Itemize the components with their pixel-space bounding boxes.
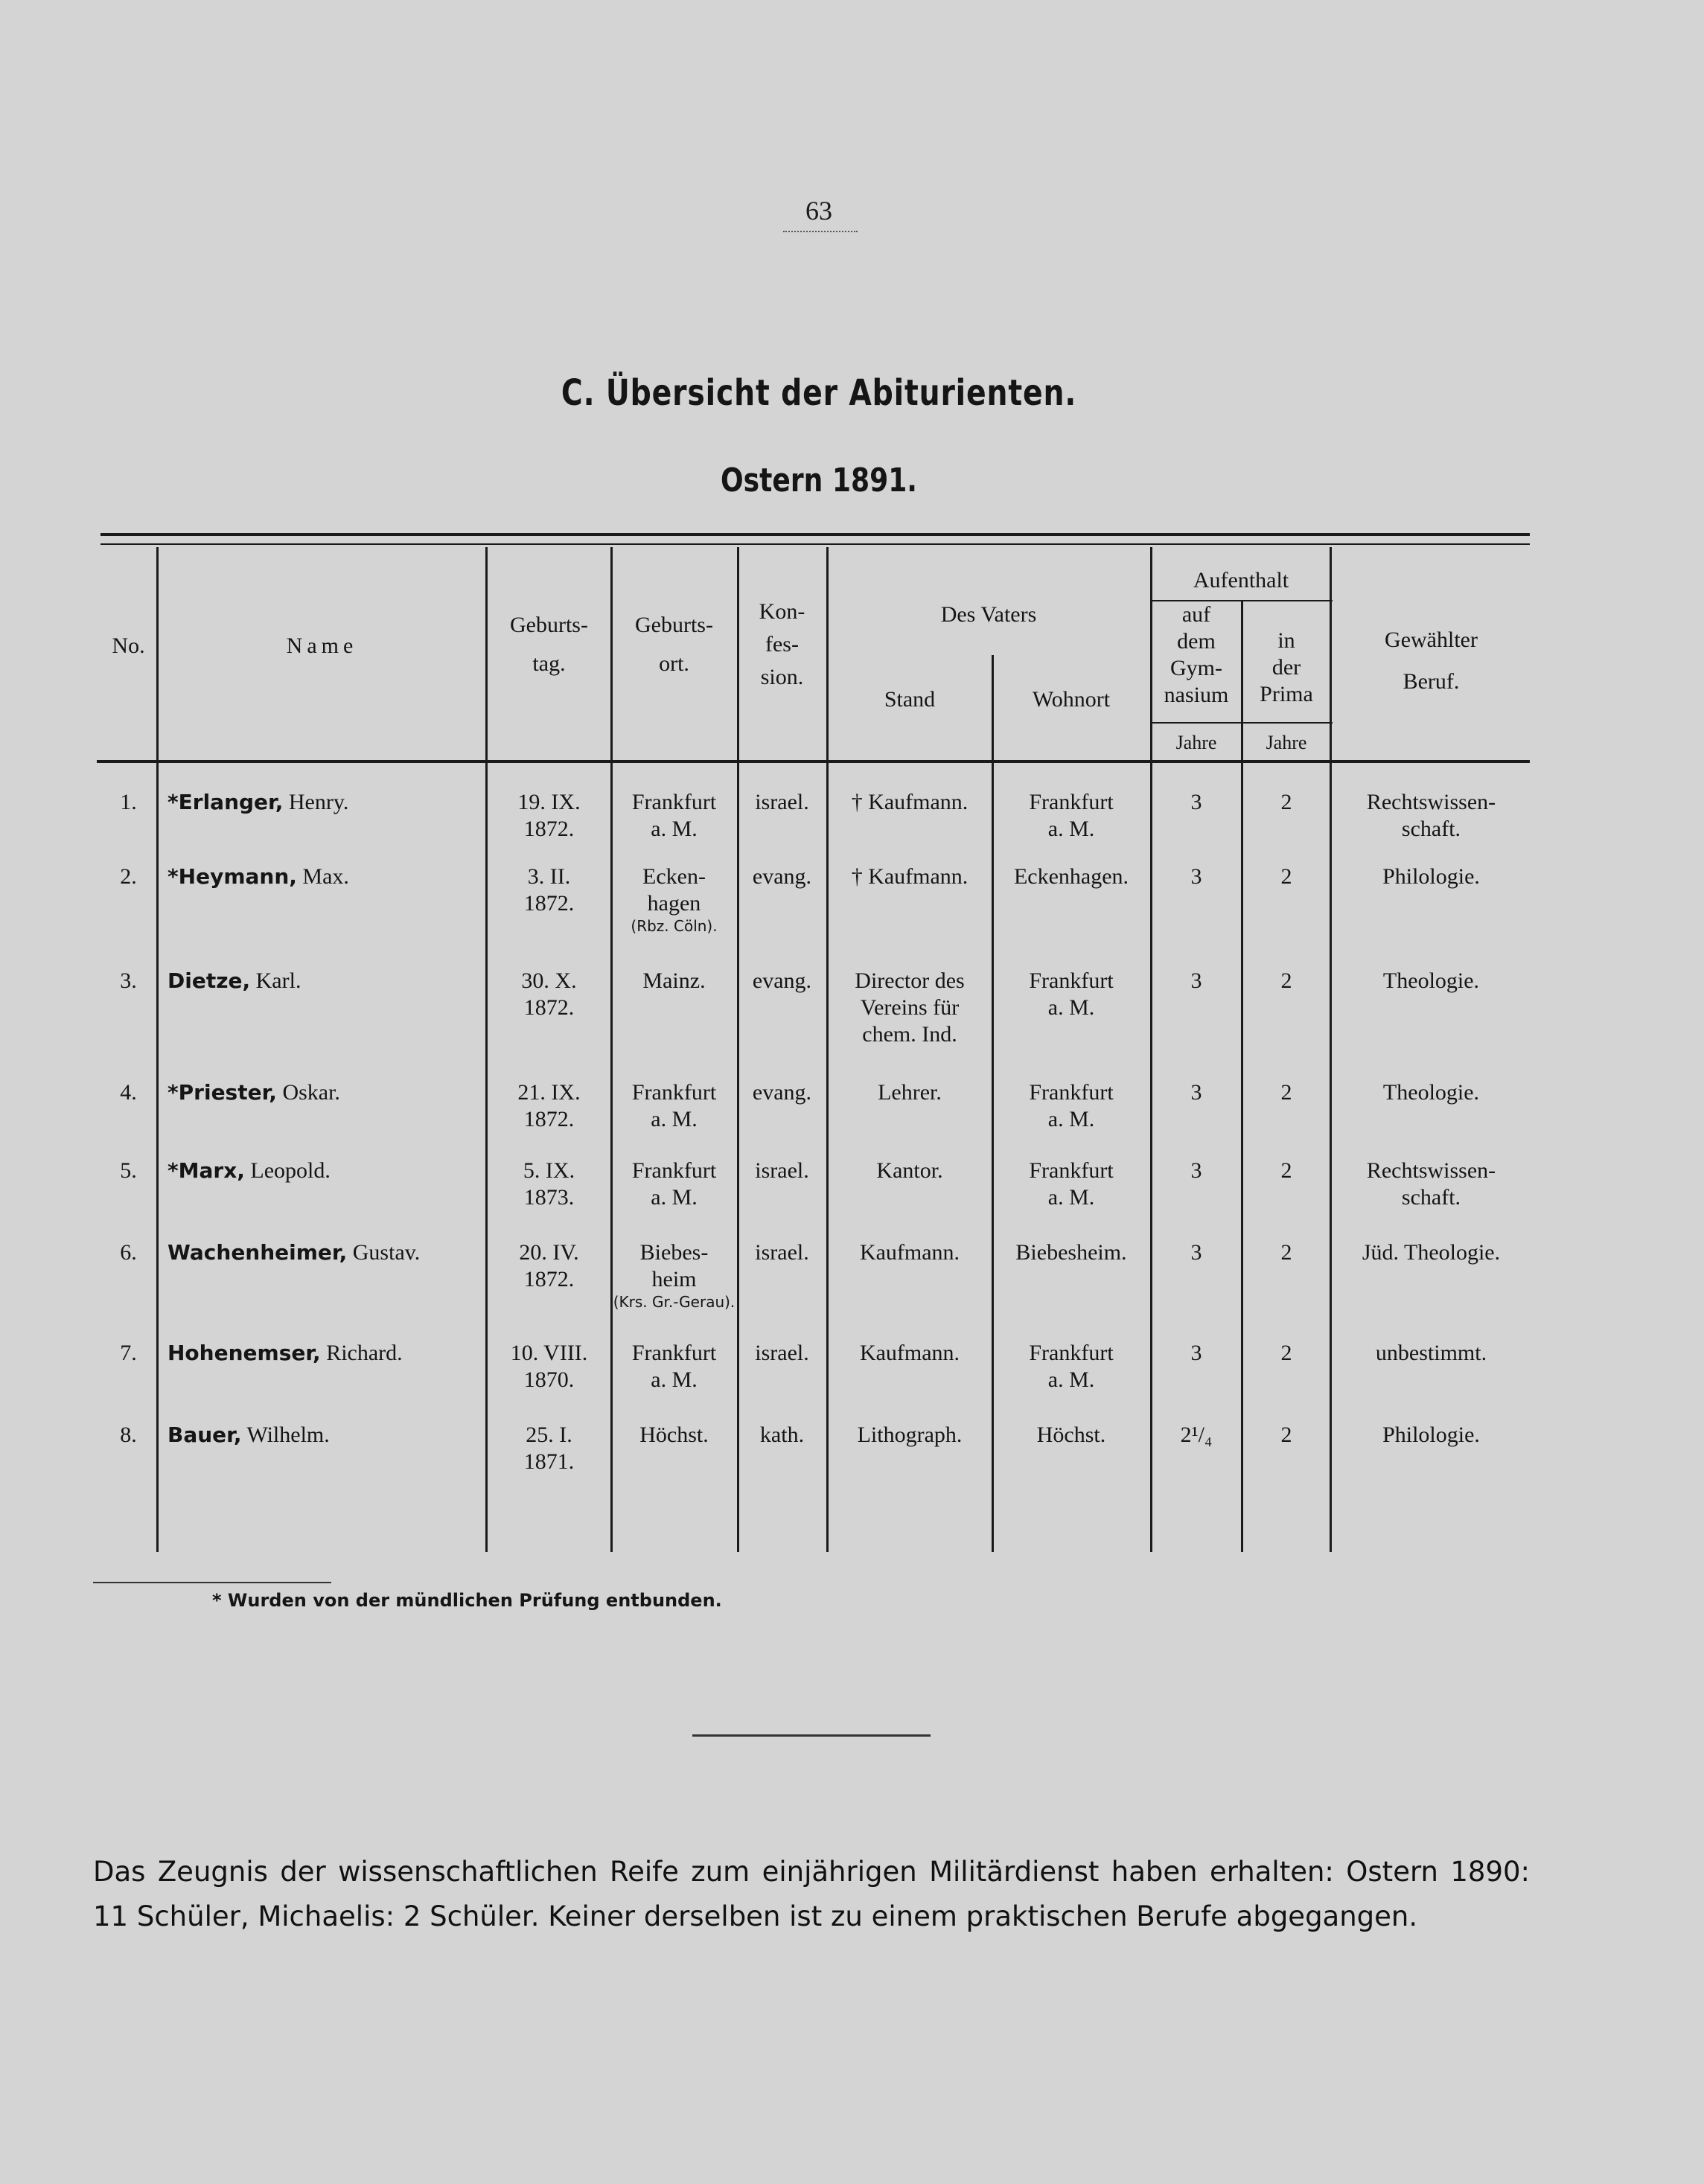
cell-line: Frankfurt bbox=[1029, 1341, 1114, 1365]
cell-line: † Kaufmann. bbox=[851, 790, 969, 814]
cell-line: Vereins für bbox=[860, 995, 960, 1020]
surname: *Erlanger, bbox=[167, 790, 284, 814]
row-number: 5. bbox=[120, 1158, 137, 1183]
row-years-prima: 2 bbox=[1280, 1341, 1292, 1365]
surname: *Heymann, bbox=[167, 864, 297, 889]
row-profession bbox=[1333, 1239, 1530, 1266]
row-birthplace bbox=[613, 1422, 735, 1449]
row-birthdate bbox=[488, 968, 610, 1021]
cell-line: Philologie. bbox=[1382, 864, 1480, 889]
row-birthdate bbox=[488, 863, 610, 917]
cell-line: Philologie. bbox=[1382, 1423, 1480, 1447]
row-birthdate bbox=[488, 1239, 610, 1293]
header-konfession: Kon- fes- sion. bbox=[759, 599, 805, 689]
col-divider-place bbox=[737, 547, 739, 1552]
cell-line: a. M. bbox=[1047, 817, 1095, 841]
cell-line: Kaufmann. bbox=[859, 1341, 960, 1365]
cell-line: Frankfurt bbox=[1029, 1158, 1114, 1183]
page-number: 63 bbox=[805, 196, 832, 226]
cell-line: Eckenhagen. bbox=[1013, 864, 1129, 889]
first-name: Oskar. bbox=[282, 1080, 340, 1105]
cell-line: Frankfurt bbox=[631, 790, 717, 814]
row-birthdate bbox=[488, 1422, 610, 1475]
row-name bbox=[167, 968, 484, 994]
header-prima: in der Prima bbox=[1260, 628, 1313, 706]
header-wohnort: Wohnort bbox=[1032, 687, 1111, 712]
surname: *Marx, bbox=[167, 1158, 245, 1183]
closing-paragraph: Das Zeugnis der wissenschaftlichen Reife zum einjährigen Militärdienst haben erhalten: Ostern 1890: 11 Schüler, Michaelis: 2 Schüler. Keiner derselben ist zu einem praktischen Berufe abgegangen. bbox=[93, 1856, 1530, 1932]
row-name bbox=[167, 863, 484, 890]
header-no: No. bbox=[112, 633, 145, 658]
table-top-rule bbox=[100, 533, 1530, 536]
cell-line: 3. II. bbox=[527, 864, 571, 889]
cell-line: Frankfurt bbox=[631, 1080, 717, 1105]
cell-line: Director des bbox=[855, 968, 965, 993]
row-name bbox=[167, 1079, 484, 1106]
row-years-gymnasium: 3 bbox=[1190, 968, 1202, 993]
row-konfession: kath. bbox=[759, 1423, 805, 1447]
cell-line: schaft. bbox=[1401, 1185, 1461, 1210]
row-father-wohnort bbox=[994, 1239, 1149, 1266]
row-years-prima: 2 bbox=[1280, 790, 1292, 814]
cell-line: Rechtswissen- bbox=[1366, 790, 1496, 814]
cell-line: 20. IV. bbox=[519, 1240, 579, 1265]
row-father-wohnort bbox=[994, 968, 1149, 1021]
row-father-wohnort bbox=[994, 789, 1149, 843]
cell-line: Mainz. bbox=[642, 968, 706, 993]
cell-line: 1872. bbox=[523, 1107, 575, 1131]
cell-line: Biebes- bbox=[639, 1240, 709, 1265]
row-birthdate bbox=[488, 1079, 610, 1133]
col-divider-no bbox=[156, 547, 159, 1552]
cell-line: 1872. bbox=[523, 995, 575, 1020]
cell-line: 19. IX. bbox=[517, 790, 581, 814]
row-birthdate bbox=[488, 789, 610, 843]
row-number: 7. bbox=[120, 1341, 137, 1365]
cell-line: † Kaufmann. bbox=[851, 864, 969, 889]
row-number: 2. bbox=[120, 864, 137, 889]
cell-line: a. M. bbox=[651, 1185, 698, 1210]
cell-line: Höchst. bbox=[639, 1423, 709, 1447]
surname: Wachenheimer, bbox=[167, 1240, 348, 1265]
row-years-gymnasium: 3 bbox=[1190, 1341, 1202, 1365]
birthplace-note: (Rbz. Cöln). bbox=[631, 917, 718, 935]
page-number-ornament bbox=[783, 231, 858, 232]
row-father-wohnort bbox=[994, 1158, 1149, 1211]
header-beruf: Gewählter Beruf. bbox=[1385, 628, 1478, 694]
header-geburtstag: Geburts- tag. bbox=[510, 613, 588, 676]
header-aufenthalt: Aufenthalt bbox=[1193, 568, 1289, 593]
row-birthdate bbox=[488, 1158, 610, 1211]
cell-line: schaft. bbox=[1401, 817, 1461, 841]
header-name: Name bbox=[286, 633, 358, 658]
row-years-gymnasium: 2¹/₄ bbox=[1180, 1423, 1213, 1447]
row-years-gymnasium: 3 bbox=[1190, 1240, 1202, 1265]
row-years-prima: 2 bbox=[1280, 1240, 1292, 1265]
row-birthplace bbox=[613, 968, 735, 994]
cell-line: 1872. bbox=[523, 817, 575, 841]
first-name: Leopold. bbox=[250, 1158, 331, 1183]
row-birthplace bbox=[613, 1158, 735, 1211]
row-birthplace bbox=[613, 863, 735, 935]
cell-line: a. M. bbox=[651, 1367, 698, 1392]
row-konfession: evang. bbox=[752, 968, 812, 993]
cell-line: Frankfurt bbox=[631, 1341, 717, 1365]
row-konfession: evang. bbox=[752, 864, 812, 889]
row-father-stand bbox=[829, 1239, 991, 1266]
first-name: Wilhelm. bbox=[246, 1423, 330, 1447]
cell-line: a. M. bbox=[1047, 1185, 1095, 1210]
cell-line: Höchst. bbox=[1036, 1423, 1106, 1447]
row-profession bbox=[1333, 1340, 1530, 1367]
header-jahre-prima: Jahre bbox=[1266, 732, 1307, 753]
cell-line: a. M. bbox=[1047, 1367, 1095, 1392]
row-name bbox=[167, 1158, 484, 1184]
row-years-prima: 2 bbox=[1280, 1158, 1292, 1183]
row-profession bbox=[1333, 863, 1530, 890]
cell-line: hagen bbox=[647, 891, 701, 916]
row-years-prima: 2 bbox=[1280, 968, 1292, 993]
row-years-prima: 2 bbox=[1280, 864, 1292, 889]
cell-line: 1872. bbox=[523, 891, 575, 916]
section-title: C. Übersicht der Abiturienten. bbox=[561, 372, 1077, 414]
first-name: Max. bbox=[302, 864, 349, 889]
first-name: Karl. bbox=[255, 968, 301, 993]
cell-line: 30. X. bbox=[521, 968, 577, 993]
row-profession bbox=[1333, 1422, 1530, 1449]
first-name: Henry. bbox=[288, 790, 349, 814]
row-years-gymnasium: 3 bbox=[1190, 1158, 1202, 1183]
cell-line: Rechtswissen- bbox=[1366, 1158, 1496, 1183]
row-number: 1. bbox=[120, 790, 137, 814]
col-divider-name bbox=[485, 547, 488, 1552]
cell-line: Theologie. bbox=[1382, 968, 1480, 993]
row-birthplace bbox=[613, 1079, 735, 1133]
surname: *Priester, bbox=[167, 1080, 277, 1105]
row-profession bbox=[1333, 968, 1530, 994]
first-name: Gustav. bbox=[352, 1240, 421, 1265]
cell-line: 10. VIII. bbox=[510, 1341, 588, 1365]
cell-line: a. M. bbox=[1047, 995, 1095, 1020]
cell-line: Theologie. bbox=[1382, 1080, 1480, 1105]
cell-line: Frankfurt bbox=[1029, 790, 1114, 814]
cell-line: 1870. bbox=[523, 1367, 575, 1392]
row-number: 8. bbox=[120, 1423, 137, 1447]
row-konfession: evang. bbox=[752, 1080, 812, 1105]
row-father-wohnort bbox=[994, 1422, 1149, 1449]
row-years-prima: 2 bbox=[1280, 1423, 1292, 1447]
row-name bbox=[167, 1239, 484, 1266]
row-konfession: israel. bbox=[755, 790, 809, 814]
row-father-stand bbox=[829, 1079, 991, 1106]
row-birthplace bbox=[613, 789, 735, 843]
row-profession bbox=[1333, 1079, 1530, 1106]
row-name bbox=[167, 1340, 484, 1367]
surname: Bauer, bbox=[167, 1423, 242, 1447]
header-jahre-gym: Jahre bbox=[1175, 732, 1217, 753]
row-konfession: israel. bbox=[755, 1341, 809, 1365]
cell-line: 1872. bbox=[523, 1267, 575, 1291]
row-father-stand bbox=[829, 1422, 991, 1449]
col-divider-prima bbox=[1330, 547, 1332, 1552]
row-number: 6. bbox=[120, 1240, 137, 1265]
section-subtitle: Ostern 1891. bbox=[720, 462, 918, 499]
row-name bbox=[167, 1422, 484, 1449]
row-father-wohnort bbox=[994, 863, 1149, 890]
cell-line: 1871. bbox=[523, 1449, 575, 1474]
col-divider-date bbox=[610, 547, 613, 1552]
row-father-stand bbox=[829, 1158, 991, 1184]
row-name bbox=[167, 789, 484, 816]
surname: Hohenemser, bbox=[167, 1341, 321, 1365]
row-number: 4. bbox=[120, 1080, 137, 1105]
row-birthplace bbox=[613, 1340, 735, 1393]
cell-line: 1873. bbox=[523, 1185, 575, 1210]
cell-line: Jüd. Theologie. bbox=[1362, 1240, 1501, 1265]
section-separator bbox=[692, 1734, 931, 1737]
header-bottom-rule bbox=[97, 760, 1530, 763]
header-geburtsort: Geburts- ort. bbox=[635, 613, 713, 676]
row-years-gymnasium: 3 bbox=[1190, 864, 1202, 889]
row-father-stand bbox=[829, 863, 991, 890]
row-father-wohnort bbox=[994, 1079, 1149, 1133]
cell-line: Ecken- bbox=[642, 864, 706, 889]
row-years-gymnasium: 3 bbox=[1190, 790, 1202, 814]
row-years-prima: 2 bbox=[1280, 1080, 1292, 1105]
cell-line: chem. Ind. bbox=[862, 1022, 957, 1047]
cell-line: heim bbox=[651, 1267, 697, 1291]
row-years-gymnasium: 3 bbox=[1190, 1080, 1202, 1105]
cell-line: 5. IX. bbox=[523, 1158, 575, 1183]
cell-line: Frankfurt bbox=[1029, 1080, 1114, 1105]
cell-line: a. M. bbox=[651, 1107, 698, 1131]
row-konfession: israel. bbox=[755, 1240, 809, 1265]
table-top-rule-2 bbox=[100, 543, 1530, 545]
surname: Dietze, bbox=[167, 968, 251, 993]
row-profession bbox=[1333, 789, 1530, 843]
cell-line: unbestimmt. bbox=[1375, 1341, 1487, 1365]
cell-line: 21. IX. bbox=[517, 1080, 581, 1105]
cell-line: 25. I. bbox=[526, 1423, 572, 1447]
row-father-wohnort bbox=[994, 1340, 1149, 1393]
row-birthplace bbox=[613, 1239, 735, 1311]
first-name: Richard. bbox=[326, 1341, 403, 1365]
cell-line: Lithograph. bbox=[857, 1423, 963, 1447]
row-birthdate bbox=[488, 1340, 610, 1393]
cell-line: Biebesheim. bbox=[1015, 1240, 1127, 1265]
cell-line: Frankfurt bbox=[1029, 968, 1114, 993]
cell-line: Kaufmann. bbox=[859, 1240, 960, 1265]
cell-line: Frankfurt bbox=[631, 1158, 717, 1183]
birthplace-note: (Krs. Gr.-Gerau). bbox=[613, 1293, 735, 1311]
row-father-stand bbox=[829, 1340, 991, 1367]
header-stand: Stand bbox=[884, 687, 936, 712]
row-konfession: israel. bbox=[755, 1158, 809, 1183]
cell-line: Kantor. bbox=[876, 1158, 943, 1183]
row-father-stand bbox=[829, 789, 991, 816]
cell-line: a. M. bbox=[651, 817, 698, 841]
header-des-vaters: Des Vaters bbox=[940, 602, 1037, 627]
row-number: 3. bbox=[120, 968, 137, 993]
cell-line: Lehrer. bbox=[878, 1080, 942, 1105]
row-father-stand bbox=[829, 968, 991, 1048]
header-gymnasium: auf dem Gym- nasium bbox=[1164, 602, 1229, 707]
footnote: * Wurden von der mündlichen Prüfung entbunden. bbox=[212, 1590, 722, 1611]
show-through-texture bbox=[447, 357, 457, 405]
row-profession bbox=[1333, 1158, 1530, 1211]
footnote-rule bbox=[93, 1582, 331, 1583]
cell-line: a. M. bbox=[1047, 1107, 1095, 1131]
